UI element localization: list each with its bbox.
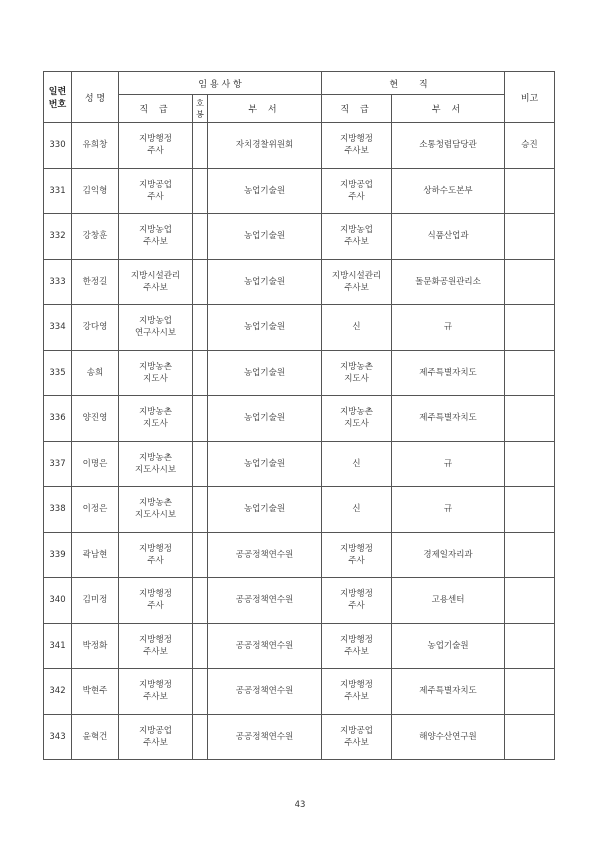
row-name-text: 유희창 bbox=[82, 140, 108, 151]
row-name-text: 강창훈 bbox=[82, 231, 108, 242]
header-grade: 호봉 bbox=[193, 95, 208, 123]
row-remark-text: 승진 bbox=[521, 140, 538, 151]
row-grade bbox=[193, 578, 208, 624]
row-rank bbox=[119, 123, 193, 169]
row-number bbox=[44, 350, 72, 396]
row-rank bbox=[119, 578, 193, 624]
row-rank-line2: 주사보 bbox=[143, 692, 168, 703]
row-number bbox=[44, 305, 72, 351]
row-current-rank-line1: 신 bbox=[352, 458, 361, 469]
row-number bbox=[44, 669, 72, 715]
row-rank-line1: 지방시설관리 bbox=[130, 270, 181, 281]
row-current-department-text: 제주특별자치도 bbox=[419, 367, 477, 378]
row-number-text: 338 bbox=[49, 504, 66, 515]
header-seq-line1: 일련 bbox=[48, 87, 67, 97]
row-remark bbox=[505, 214, 555, 260]
row-name bbox=[72, 350, 119, 396]
row-grade bbox=[193, 350, 208, 396]
row-grade bbox=[193, 532, 208, 578]
row-number bbox=[44, 487, 72, 533]
row-rank-line1: 지방농촌 bbox=[139, 361, 172, 372]
row-current-rank-line2: 지도사 bbox=[344, 419, 369, 430]
row-rank-line1: 지방농업 bbox=[139, 316, 172, 327]
row-department bbox=[208, 168, 322, 214]
row-current-rank bbox=[322, 168, 392, 214]
row-current-rank-line1: 지방농촌 bbox=[340, 361, 373, 372]
row-current-rank-line1: 신 bbox=[352, 504, 361, 515]
row-number bbox=[44, 578, 72, 624]
row-current-rank bbox=[322, 487, 392, 533]
personnel-table bbox=[43, 71, 555, 760]
row-current-rank-line1: 지방시설관리 bbox=[331, 270, 382, 281]
page-number: 43 bbox=[294, 800, 306, 810]
row-current-department-text: 제주특별자치도 bbox=[419, 413, 477, 424]
row-remark bbox=[505, 259, 555, 305]
row-department bbox=[208, 532, 322, 578]
row-current-rank-line1: 지방농업 bbox=[340, 225, 373, 236]
header-seq bbox=[44, 72, 72, 123]
row-rank bbox=[119, 714, 193, 760]
row-name bbox=[72, 305, 119, 351]
row-rank-line2: 지도사 bbox=[143, 419, 168, 430]
row-remark bbox=[505, 305, 555, 351]
row-current-rank-line1: 지방농촌 bbox=[340, 407, 373, 418]
row-number-text: 342 bbox=[49, 686, 66, 697]
row-name bbox=[72, 714, 119, 760]
row-grade bbox=[193, 623, 208, 669]
header-remarks: 비고 bbox=[505, 72, 555, 123]
row-grade bbox=[193, 487, 208, 533]
row-current-rank bbox=[322, 623, 392, 669]
row-current-rank-line2: 주사 bbox=[348, 601, 365, 612]
row-current-rank-line1: 지방행정 bbox=[340, 589, 373, 600]
row-name bbox=[72, 259, 119, 305]
row-rank bbox=[119, 305, 193, 351]
table-body bbox=[44, 123, 555, 760]
row-current-rank bbox=[322, 532, 392, 578]
row-grade bbox=[193, 441, 208, 487]
row-current-department bbox=[392, 305, 505, 351]
row-department-text: 농업기술원 bbox=[243, 276, 286, 287]
row-department bbox=[208, 623, 322, 669]
row-department bbox=[208, 669, 322, 715]
row-number bbox=[44, 123, 72, 169]
row-current-rank-line2: 주사 bbox=[348, 191, 365, 202]
row-rank-line1: 지방농촌 bbox=[139, 498, 172, 509]
row-department-text: 농업기술원 bbox=[243, 231, 286, 242]
row-department bbox=[208, 214, 322, 260]
row-current-rank bbox=[322, 123, 392, 169]
row-name-text: 윤혁건 bbox=[82, 731, 108, 742]
row-rank-line1: 지방농촌 bbox=[139, 407, 172, 418]
header-current-department bbox=[392, 95, 505, 123]
row-current-department bbox=[392, 669, 505, 715]
header-rank bbox=[119, 95, 193, 123]
header-current-rank-label: 직 급 bbox=[340, 105, 373, 115]
table-row bbox=[44, 123, 555, 169]
row-rank-line1: 지방공업 bbox=[139, 725, 172, 736]
row-name-text: 곽남현 bbox=[82, 549, 108, 560]
row-department-text: 농업기술원 bbox=[243, 413, 286, 424]
row-remark bbox=[505, 123, 555, 169]
row-department bbox=[208, 123, 322, 169]
row-number-text: 334 bbox=[49, 322, 66, 333]
row-name-text: 송희 bbox=[86, 367, 104, 378]
row-department bbox=[208, 259, 322, 305]
row-name bbox=[72, 532, 119, 578]
row-rank bbox=[119, 487, 193, 533]
row-current-rank-line1: 지방공업 bbox=[340, 725, 373, 736]
row-rank-line1: 지방행정 bbox=[139, 134, 172, 145]
row-current-rank-line2: 지도사 bbox=[344, 373, 369, 384]
row-name bbox=[72, 578, 119, 624]
row-remark bbox=[505, 578, 555, 624]
row-current-rank bbox=[322, 714, 392, 760]
row-number-text: 333 bbox=[49, 276, 66, 287]
row-rank-line2: 지도사 bbox=[143, 373, 168, 384]
table-row bbox=[44, 714, 555, 760]
row-number bbox=[44, 396, 72, 442]
header-current-rank bbox=[322, 95, 392, 123]
row-department bbox=[208, 441, 322, 487]
row-current-rank bbox=[322, 214, 392, 260]
row-current-department bbox=[392, 396, 505, 442]
row-current-department bbox=[392, 578, 505, 624]
table-row bbox=[44, 396, 555, 442]
row-name-text: 이정은 bbox=[82, 504, 108, 515]
row-name-text: 김미정 bbox=[82, 595, 108, 606]
row-current-department-text: 고용센터 bbox=[431, 595, 465, 606]
row-current-department-text: 소통청렴담당관 bbox=[419, 140, 477, 151]
row-current-department bbox=[392, 623, 505, 669]
row-current-rank-line1: 지방행정 bbox=[340, 680, 373, 691]
row-name bbox=[72, 214, 119, 260]
row-name bbox=[72, 396, 119, 442]
row-rank-line2: 주사 bbox=[147, 601, 164, 612]
header-current-label: 현 직 bbox=[389, 79, 437, 90]
row-rank-line2: 지도사시보 bbox=[134, 464, 177, 475]
row-name bbox=[72, 441, 119, 487]
row-rank-line2: 주사보 bbox=[143, 237, 168, 248]
row-rank-line1: 지방행정 bbox=[139, 680, 172, 691]
row-current-department-text: 경제일자리과 bbox=[423, 549, 473, 560]
row-name bbox=[72, 487, 119, 533]
row-current-rank bbox=[322, 350, 392, 396]
row-rank bbox=[119, 623, 193, 669]
row-current-department-text: 농업기술원 bbox=[427, 640, 469, 651]
row-department-text: 공공정책연수원 bbox=[235, 731, 294, 742]
row-number bbox=[44, 441, 72, 487]
row-name-text: 양진영 bbox=[82, 413, 108, 424]
row-current-rank bbox=[322, 396, 392, 442]
row-current-department bbox=[392, 259, 505, 305]
row-grade bbox=[193, 714, 208, 760]
row-number-text: 335 bbox=[49, 367, 66, 378]
row-name-text: 박현주 bbox=[82, 686, 108, 697]
row-current-rank-line2: 주사보 bbox=[344, 692, 369, 703]
table-row bbox=[44, 532, 555, 578]
row-number-text: 339 bbox=[49, 549, 66, 560]
row-current-rank-line2: 주사보 bbox=[344, 282, 369, 293]
row-number-text: 343 bbox=[49, 731, 66, 742]
row-current-rank-line2: 주사보 bbox=[344, 146, 369, 157]
row-department-text: 농업기술원 bbox=[243, 185, 286, 196]
row-department bbox=[208, 714, 322, 760]
header-rank-label: 직 급 bbox=[139, 105, 172, 115]
table-row bbox=[44, 168, 555, 214]
row-rank bbox=[119, 396, 193, 442]
row-rank bbox=[119, 259, 193, 305]
row-current-rank-line2: 주사보 bbox=[344, 237, 369, 248]
row-rank bbox=[119, 441, 193, 487]
row-current-department-text: 식품산업과 bbox=[427, 231, 469, 242]
row-name-text: 한정길 bbox=[82, 276, 108, 287]
header-seq-line2: 번호 bbox=[48, 100, 67, 110]
row-grade bbox=[193, 123, 208, 169]
row-name bbox=[72, 623, 119, 669]
row-remark bbox=[505, 623, 555, 669]
table-row bbox=[44, 578, 555, 624]
row-number-text: 341 bbox=[49, 640, 66, 651]
row-rank-line1: 지방공업 bbox=[139, 179, 172, 190]
row-remark bbox=[505, 487, 555, 533]
row-rank bbox=[119, 669, 193, 715]
row-current-rank-line1: 신 bbox=[352, 322, 361, 333]
row-rank-line2: 주사보 bbox=[143, 646, 168, 657]
row-grade bbox=[193, 305, 208, 351]
row-number bbox=[44, 532, 72, 578]
table-row bbox=[44, 305, 555, 351]
row-current-department bbox=[392, 441, 505, 487]
row-number-text: 332 bbox=[49, 231, 66, 242]
table-header bbox=[44, 72, 555, 123]
row-current-rank-line2: 주사보 bbox=[344, 646, 369, 657]
table-row bbox=[44, 623, 555, 669]
row-department bbox=[208, 396, 322, 442]
row-current-rank-line1: 지방행정 bbox=[340, 543, 373, 554]
row-department-text: 공공정책연수원 bbox=[235, 640, 294, 651]
row-rank bbox=[119, 214, 193, 260]
row-rank-line2: 주사보 bbox=[143, 737, 168, 748]
row-current-rank bbox=[322, 259, 392, 305]
row-number bbox=[44, 714, 72, 760]
row-department-text: 자치경찰위원회 bbox=[235, 140, 294, 151]
table-row bbox=[44, 350, 555, 396]
row-current-department bbox=[392, 350, 505, 396]
row-department-text: 공공정책연수원 bbox=[235, 595, 294, 606]
row-current-department bbox=[392, 532, 505, 578]
row-remark bbox=[505, 714, 555, 760]
row-remark bbox=[505, 350, 555, 396]
header-appointment: 임 용 사 항 bbox=[119, 72, 322, 95]
row-current-department-text: 규 bbox=[443, 322, 453, 333]
row-current-rank-line2: 주사보 bbox=[344, 737, 369, 748]
row-rank-line1: 지방농업 bbox=[139, 225, 172, 236]
row-current-department-text: 규 bbox=[443, 458, 453, 469]
row-current-department-text: 상하수도본부 bbox=[423, 185, 473, 196]
row-grade bbox=[193, 168, 208, 214]
row-name bbox=[72, 669, 119, 715]
row-remark bbox=[505, 669, 555, 715]
row-rank-line2: 주사 bbox=[147, 191, 164, 202]
header-name: 성 명 bbox=[72, 72, 119, 123]
row-number bbox=[44, 168, 72, 214]
table-row bbox=[44, 441, 555, 487]
row-department-text: 공공정책연수원 bbox=[235, 549, 294, 560]
row-department-text: 공공정책연수원 bbox=[235, 686, 294, 697]
row-number bbox=[44, 623, 72, 669]
row-name bbox=[72, 123, 119, 169]
row-rank-line2: 주사 bbox=[147, 146, 164, 157]
row-rank-line1: 지방농촌 bbox=[139, 452, 172, 463]
row-rank-line2: 연구사시보 bbox=[134, 328, 177, 339]
row-department bbox=[208, 350, 322, 396]
row-current-department-text: 규 bbox=[443, 504, 453, 515]
row-current-rank-line1: 지방행정 bbox=[340, 634, 373, 645]
row-rank bbox=[119, 168, 193, 214]
row-rank-line1: 지방행정 bbox=[139, 634, 172, 645]
row-rank-line2: 지도사시보 bbox=[134, 510, 177, 521]
row-current-rank-line2: 주사 bbox=[348, 555, 365, 566]
header-current-department-label: 부 서 bbox=[431, 105, 465, 115]
row-rank-line1: 지방행정 bbox=[139, 543, 172, 554]
row-current-rank bbox=[322, 669, 392, 715]
row-department bbox=[208, 578, 322, 624]
row-current-rank-line1: 지방공업 bbox=[340, 179, 373, 190]
row-current-rank bbox=[322, 305, 392, 351]
row-current-department-text: 해양수산연구원 bbox=[419, 731, 477, 742]
row-current-rank bbox=[322, 441, 392, 487]
header-department bbox=[208, 95, 322, 123]
row-department bbox=[208, 305, 322, 351]
row-department-text: 농업기술원 bbox=[243, 367, 286, 378]
row-department-text: 농업기술원 bbox=[243, 322, 286, 333]
row-current-department bbox=[392, 487, 505, 533]
row-rank-line2: 주사 bbox=[147, 555, 164, 566]
row-current-department-text: 돌문화공원관리소 bbox=[415, 276, 481, 287]
table-row bbox=[44, 214, 555, 260]
row-rank-line1: 지방행정 bbox=[139, 589, 172, 600]
row-number bbox=[44, 259, 72, 305]
row-current-department-text: 제주특별자치도 bbox=[419, 686, 477, 697]
row-department-text: 농업기술원 bbox=[243, 458, 286, 469]
row-department bbox=[208, 487, 322, 533]
row-number-text: 331 bbox=[49, 185, 66, 196]
row-department-text: 농업기술원 bbox=[243, 504, 286, 515]
row-remark bbox=[505, 396, 555, 442]
row-grade bbox=[193, 669, 208, 715]
row-grade bbox=[193, 214, 208, 260]
table-row bbox=[44, 259, 555, 305]
table-row bbox=[44, 669, 555, 715]
table-row bbox=[44, 487, 555, 533]
row-number-text: 336 bbox=[49, 413, 66, 424]
row-grade bbox=[193, 396, 208, 442]
row-current-rank bbox=[322, 578, 392, 624]
header-department-label: 부 서 bbox=[248, 105, 281, 115]
row-number-text: 340 bbox=[49, 595, 66, 606]
row-number-text: 337 bbox=[49, 458, 66, 469]
row-number-text: 330 bbox=[49, 140, 66, 151]
row-current-rank-line1: 지방행정 bbox=[340, 134, 373, 145]
row-rank bbox=[119, 532, 193, 578]
row-remark bbox=[505, 532, 555, 578]
row-current-department bbox=[392, 123, 505, 169]
row-name-text: 박정화 bbox=[82, 640, 108, 651]
row-current-department bbox=[392, 714, 505, 760]
row-rank-line2: 주사보 bbox=[143, 282, 168, 293]
row-name-text: 김익형 bbox=[82, 185, 108, 196]
row-remark bbox=[505, 168, 555, 214]
row-current-department bbox=[392, 214, 505, 260]
row-current-department bbox=[392, 168, 505, 214]
header-current bbox=[322, 72, 505, 95]
row-rank bbox=[119, 350, 193, 396]
row-remark bbox=[505, 441, 555, 487]
row-name-text: 이명은 bbox=[82, 458, 108, 469]
row-number bbox=[44, 214, 72, 260]
row-name-text: 강다영 bbox=[82, 322, 108, 333]
row-grade bbox=[193, 259, 208, 305]
row-name bbox=[72, 168, 119, 214]
